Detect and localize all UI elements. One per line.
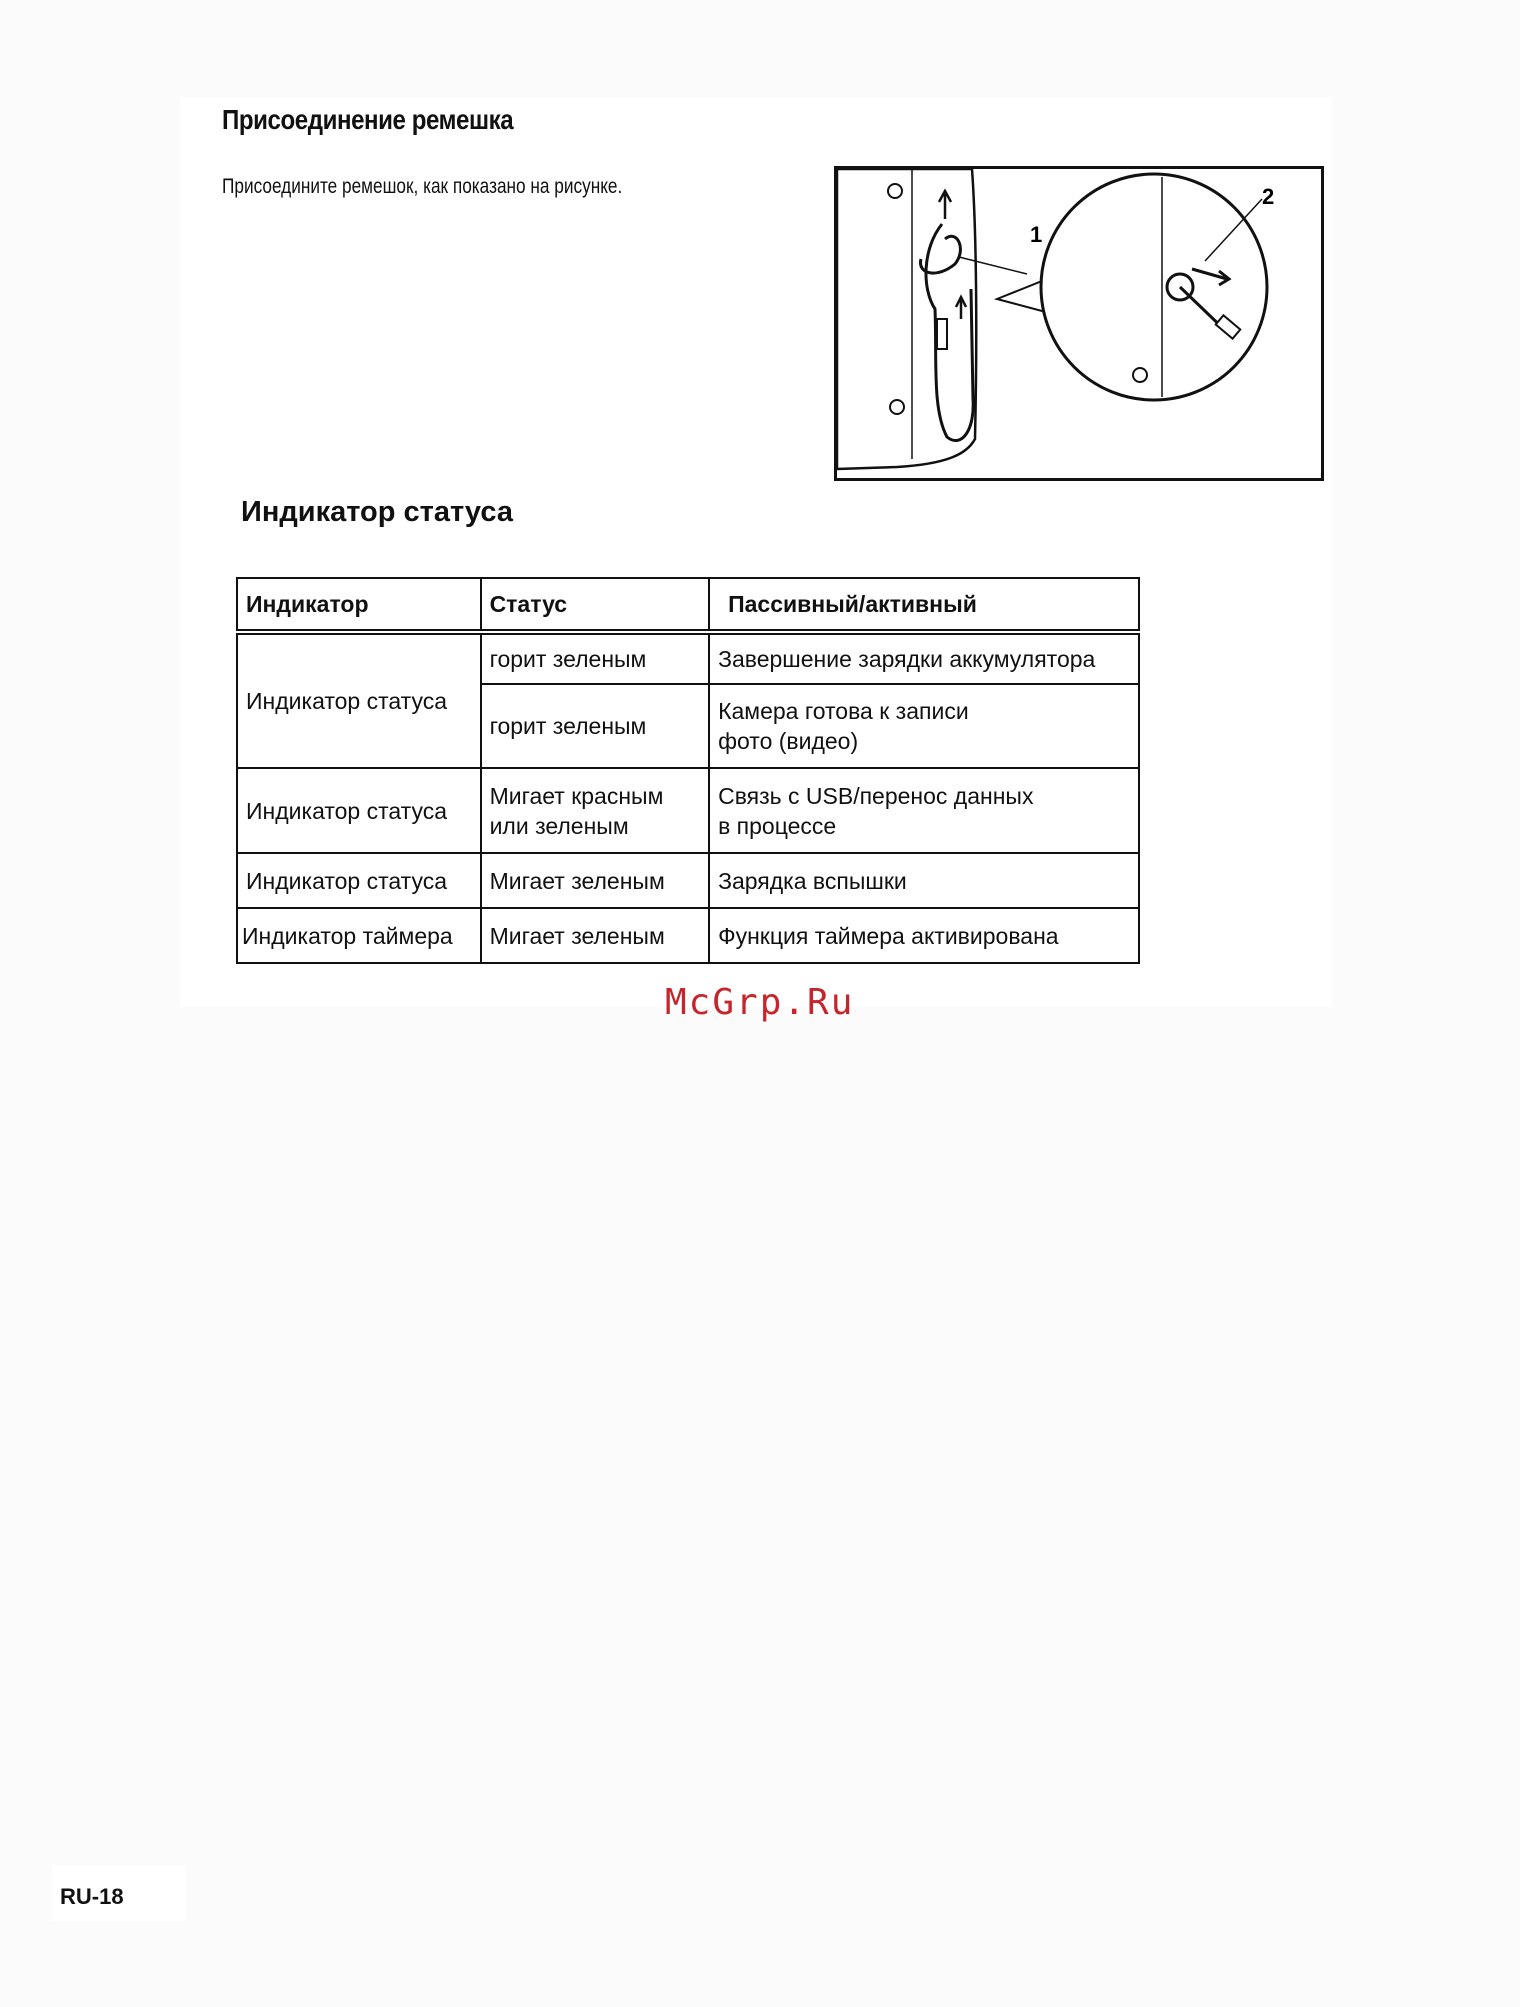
header-indicator: Индикатор — [237, 578, 481, 632]
cell-indicator: Индикатор статуса — [237, 632, 481, 768]
status-table — [236, 577, 1140, 964]
cell-status: горит зеленым — [481, 684, 710, 768]
cell-indicator: Индикатор статуса — [237, 853, 481, 908]
strap-section-title: Присоединение ремешка — [222, 104, 514, 135]
cell-state-line: Связь с USB/перенос данных — [718, 782, 1034, 809]
strap-figure — [834, 166, 1324, 481]
cell-indicator: Индикатор статуса — [237, 768, 481, 853]
cell-state-line: в процессе — [718, 812, 837, 839]
cell-status-line: или зеленым — [489, 812, 629, 839]
zoom-circle — [1041, 174, 1267, 400]
table-row — [237, 908, 1139, 963]
cell-status — [481, 768, 710, 853]
cell-indicator: Индикатор таймера — [237, 908, 481, 963]
strap-stopper — [937, 319, 947, 349]
figure-label-2: 2 — [1262, 184, 1275, 209]
watermark: McGrp.Ru — [665, 982, 855, 1023]
cell-state — [709, 684, 1139, 768]
header-status: Статус — [481, 578, 710, 632]
cell-state — [709, 768, 1139, 853]
cell-state-line: фото (видео) — [718, 728, 859, 754]
figure-label-1: 1 — [1030, 222, 1043, 247]
cell-status: горит зеленым — [481, 632, 710, 684]
header-state: Пассивный/активный — [709, 578, 1139, 632]
cell-state: Функция таймера активирована — [709, 908, 1139, 963]
camera-screw — [888, 184, 902, 198]
strap-instruction: Присоедините ремешок, как показано на рисунке. — [222, 175, 623, 198]
cell-status-line: Мигает красным — [489, 782, 664, 809]
cell-state: Зарядка вспышки — [709, 853, 1139, 908]
status-section-title: Индикатор статуса — [241, 496, 513, 528]
zoom-screw — [1133, 368, 1147, 382]
cell-status: Мигает зеленым — [481, 908, 710, 963]
block-notch — [180, 1007, 310, 1055]
page-number: RU-18 — [60, 1884, 124, 1909]
table-row — [237, 632, 1139, 684]
camera-screw — [890, 400, 904, 414]
table-row — [237, 853, 1139, 908]
cell-state: Завершение зарядки аккумулятора — [709, 632, 1139, 684]
strap-illustration — [837, 169, 1321, 478]
cell-state-line: Камера готова к записи — [718, 698, 969, 724]
camera-body — [837, 169, 976, 469]
cell-status: Мигает зеленым — [481, 853, 710, 908]
table-row — [237, 768, 1139, 853]
table-header-row — [237, 578, 1139, 632]
